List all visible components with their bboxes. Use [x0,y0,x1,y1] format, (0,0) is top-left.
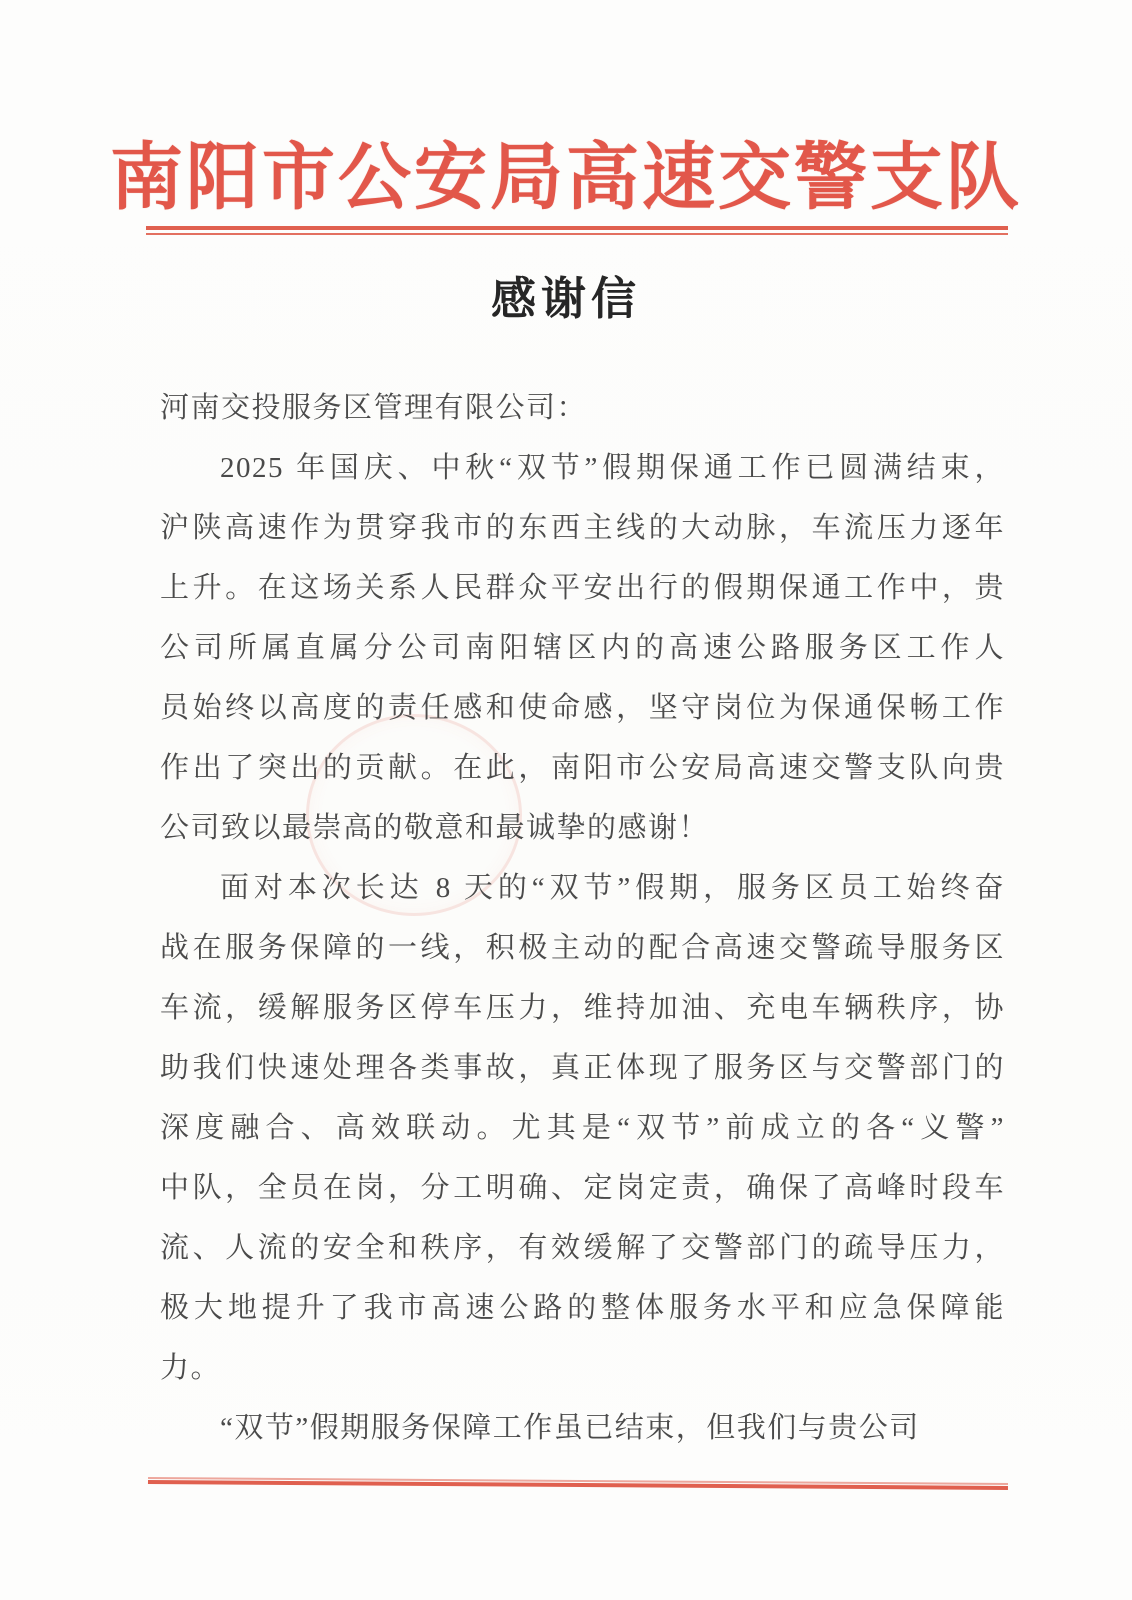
letterhead-agency-title: 南阳市公安局高速交警支队 [110,137,1022,218]
body-line: 深度融合、高效联动。尤其是“双节”前成立的各“义警” [160,1112,1005,1144]
body-line: 面对本次长达 8 天的“双节”假期，服务区员工始终奋 [220,872,1005,904]
body-line: 公司致以最崇高的敬意和最诚挚的感谢！ [160,812,710,844]
body-line: 中队，全员在岗，分工明确、定岗定责，确保了高峰时段车 [160,1172,1005,1204]
body-line: 作出了突出的贡献。在此，南阳市公安局高速交警支队向贵 [160,752,1005,784]
body-line: 助我们快速处理各类事故，真正体现了服务区与交警部门的 [160,1052,1005,1084]
letter-title: 感谢信 [490,274,641,324]
body-line: 流、人流的安全和秩序，有效缓解了交警部门的疏导压力， [160,1232,1005,1264]
body-line: “双节”假期服务保障工作虽已结束，但我们与贵公司 [220,1412,920,1444]
body-line: 2025 年国庆、中秋“双节”假期保通工作已圆满结束， [220,452,1005,484]
footer-rule [148,1477,1008,1490]
letterhead-rule-thin [146,233,1008,235]
body-line: 力。 [160,1352,222,1384]
letter-body [160,438,1005,1458]
body-line: 上升。在这场关系人民群众平安出行的假期保通工作中，贵 [160,572,1005,604]
body-line: 沪陕高速作为贯穿我市的东西主线的大动脉，车流压力逐年 [160,512,1005,544]
letterhead-double-rule [146,226,1008,235]
body-line: 极大地提升了我市高速公路的整体服务水平和应急保障能 [160,1292,1005,1324]
body-line: 战在服务保障的一线，积极主动的配合高速交警疏导服务区 [160,932,1005,964]
salutation: 河南交投服务区管理有限公司： [160,392,588,424]
letterhead-rule-thick [146,226,1008,230]
body-line: 公司所属直属分公司南阳辖区内的高速公路服务区工作人 [160,632,1005,664]
body-line: 员始终以高度的责任感和使命感，坚守岗位为保通保畅工作 [160,692,1005,724]
body-line: 车流，缓解服务区停车压力，维持加油、充电车辆秩序，协 [160,992,1005,1024]
